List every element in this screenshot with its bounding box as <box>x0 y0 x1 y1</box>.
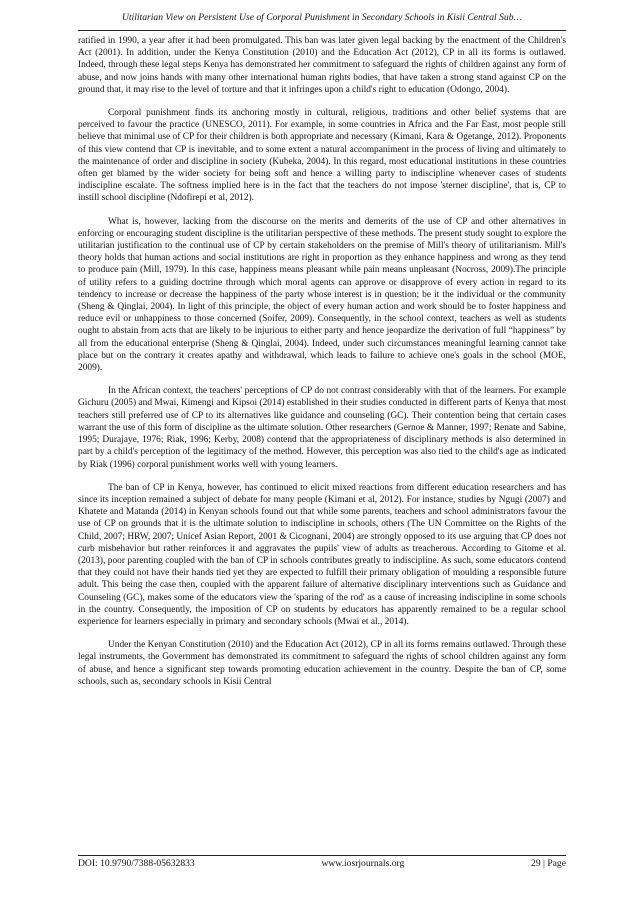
journal-website: www.iosrjournals.org <box>321 858 405 869</box>
paragraph-2: Corporal punishment finds its anchoring mostly in cultural, religious, traditions and other belief systems that are perceived to favour the practice (UNESCO, 2011). For example, in some countries in Africa and the Far East, most people still believe that minimal use of CP for their children is both appropriate and necessary (Kimani, Kara & Ogetange, 2012). Proponents of this view contend that CP is inevitable, and to some extent a natural accompaniment in the process of living and ultimately to the maintenance of order and discipline in society (Kubeka, 2004). In this regard, most educational institutions in these countries often get blamed by the wider society for being soft and hence a willing party to indiscipline whenever cases of students indiscipline escalate. The softness implied here is in the fact that the teachers do not impose 'sterner discipline', that is, CP to instill school discipline (Ndofirepi et al, 2012). <box>78 108 566 204</box>
page-number: 29 | Page <box>531 858 566 869</box>
paragraph-3: What is, however, lacking from the discourse on the merits and demerits of the use of CP and other alternatives in enforcing or encouraging student discipline is the utilitarian perspective of these methods. The present study sought to explore the utilitarian justification to the continual use of CP by certain stakeholders on the premise of Mill's theory of utilitarianism. Mill's theory holds that human actions and social institutions are right in proportion as they enhance happiness and wrong as they tend to produce pain (Mill, 1979). In this case, happiness means pleasant while pain means unpleasant (Nocross, 2009).The principle of utility refers to a guiding doctrine through which moral agents can approve or disapprove of every action in regard to its tendency to increase or decrease the happiness of the party whose interest is in question; be it the individual or the community (Sheng & Qinglai, 2004). In light of this principle, the object of every human action and work should be to foster happiness and reduce evil or unhappiness to those concerned (Soifer, 2009). Consequently, in the school context, teachers as well as students ought to abstain from acts that are likely to be injurious to either party and hence jeopardize the derivation of full “happiness” by all from the educational enterprise (Sheng & Qinglai, 2004). Indeed, under such circumstances meaningful learning cannot take place but on the contrary it creates apathy and withdrawal, which leads to failure to achieve one's goals in the school (MOE, 2009). <box>78 216 566 374</box>
paragraph-1: ratified in 1990, a year after it had been promulgated. This ban was later given legal backing by the enactment of the Children's Act (2001). In addition, under the Kenya Constitution (2010) and the Education Act (2012), CP in all its forms is outlawed. Indeed, through these legal steps Kenya has demonstrated her commitment to safeguard the rights of children against any form of abuse, and now joins hands with many other international human rights bodies, that have taken a strong stand against CP on the ground that, it may rise to the level of torture and that it infringes upon a child's right to education (Odongo, 2004). <box>78 36 566 95</box>
paragraph-5: The ban of CP in Kenya, however, has continued to elicit mixed reactions from different education researchers and has since its inception remained a subject of debate for many people (Kimani et al, 2012). For instance, studies by Ngugi (2007) and Khatete and Matanda (2014) in Kenyan schools found out that while some parents, teachers and school administrators favour the use of CP on grounds that it is the ultimate solution to indiscipline in schools, others (The UN Committee on the Rights of the Child, 2007; HRW, 2007; Unicef Asian Report, 2001 & Cicognani, 2004) are strongly opposed to its use arguing that CP does not curb misbehavior but rather reinforces it and aggravates the pupils' view of adults as treacherous. According to Gitome et al. (2013), poor parenting coupled with the ban of CP in schools contributes greatly to indiscipline. As such, some educators contend that they could not have their hands tied yet they are expected to fulfill their primary obligation of moulding a responsible future adult. This being the case then, coupled with the apparent failure of alternative disciplinary interventions such as Guidance and Counseling (GC), makes some of the educators view the 'sparing of the rod' as a cause of increasing indiscipline in some schools in the country. Consequently, the imposition of CP on students by educators has apparently remained to be a regular school experience for learners especially in primary and secondary schools (Mwai et al., 2014). <box>78 482 566 627</box>
header-rule <box>78 30 566 31</box>
page-body <box>78 35 566 853</box>
doi-text: DOI: 10.9790/7388-05632833 <box>78 858 195 869</box>
paragraph-6: Under the Kenyan Constitution (2010) and the Education Act (2012), CP in all its forms remains outlawed. Through these legal instruments, the Government has demonstrated its commitment to safeguard the rights of school children against any form of abuse, and hence a significant step towards promoting education achievement in the country. Despite the ban of CP, some schools, such as, secondary schools in Kisii Central <box>78 640 566 687</box>
footer-rule <box>78 855 566 856</box>
paragraph-4: In the African context, the teachers' perceptions of CP do not contrast considerably with that of the learners. For example Gichuru (2005) and Mwai, Kimengi and Kipsoi (2014) established in their studies conducted in different parts of Kenya that most teachers still preferred use of CP to its alternatives like guidance and counseling (GC). Their contention being that certain cases warrant the use of this form of discipline as the ultimate solution. Other researchers (Gernoe & Manner, 1997; Renate and Sabine, 1995; Durajaye, 1976; Riak, 1996; Kerby, 2008) contend that the appropriateness of disciplinary methods is also determined in part by a child's perception of the legitimacy of the method. However, this perception was also tied to the child's age as indicated by Riak (1996) corporal punishment works well with young learners. <box>78 386 566 470</box>
page-footer <box>78 858 566 870</box>
running-header: Utilitarian View on Persistent Use of Corporal Punishment in Secondary Schools in Kisii Central Sub… <box>121 12 523 23</box>
